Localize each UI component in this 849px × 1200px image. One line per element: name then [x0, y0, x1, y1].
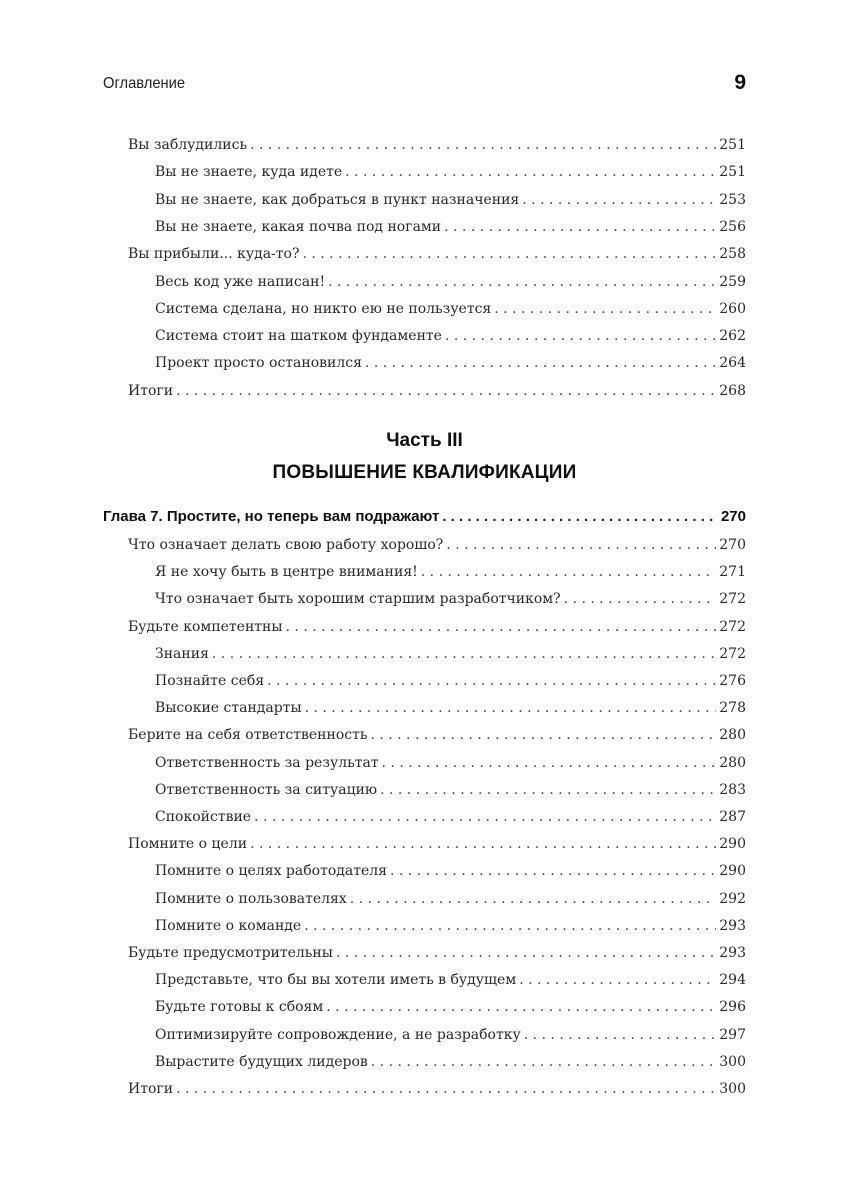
toc-entry-title: Я не хочу быть в центре внимания!: [155, 564, 418, 581]
running-head-title: Оглавление: [103, 75, 186, 92]
toc-entry[interactable]: [155, 915, 746, 937]
toc-entry-title: Познайте себя: [155, 673, 265, 689]
toc-entry-title: Помните о цели: [128, 836, 248, 853]
toc-entry-page: 276: [719, 673, 746, 689]
dot-leader: [305, 697, 717, 719]
toc-entry-title: Вы не знаете, как добраться в пункт назначения: [155, 191, 520, 208]
toc-entry[interactable]: [128, 380, 746, 402]
dot-leader: [522, 189, 716, 211]
toc-entry[interactable]: [155, 888, 746, 910]
dot-leader: [390, 860, 716, 882]
toc-entry[interactable]: [155, 969, 746, 991]
toc-entry[interactable]: [128, 134, 746, 156]
toc-entry-title: Система сделана, но никто ею не пользуется: [155, 300, 492, 317]
toc-entry-title: Итоги: [128, 382, 174, 399]
toc-entry-title: Что означает быть хорошим старшим разработчиком?: [155, 591, 561, 608]
toc-entry-page: 272: [719, 591, 746, 608]
toc-entry-title: Оптимизируйте сопровождение, а не разработку: [155, 1026, 521, 1043]
toc-entry-page: 251: [719, 137, 746, 153]
page-number: 9: [734, 71, 746, 94]
dot-leader: [370, 724, 716, 746]
toc-entry-page: 272: [719, 645, 746, 662]
dot-leader: [176, 380, 716, 402]
toc-entry-page: 290: [719, 836, 746, 853]
toc-entry[interactable]: [155, 561, 746, 583]
toc-entry-title: Вы заблудились: [128, 137, 248, 153]
toc-entry-page: 293: [719, 945, 746, 961]
toc-entry-page: 253: [719, 191, 746, 208]
toc-entry[interactable]: [155, 271, 746, 293]
toc-entry-page: 297: [719, 1026, 746, 1043]
dot-leader: [442, 506, 714, 528]
dot-leader: [365, 352, 716, 374]
toc-entry-title: Будьте готовы к сбоям: [155, 999, 324, 1016]
dot-leader: [336, 942, 716, 964]
toc-entry[interactable]: [155, 860, 746, 882]
dot-leader: [519, 969, 716, 991]
toc-entry-title: Весь код уже написан!: [155, 273, 326, 290]
toc-entry[interactable]: [128, 243, 746, 265]
toc-entry-title: Система стоит на шатком фундаменте: [155, 328, 442, 345]
toc-entry[interactable]: [155, 216, 746, 238]
toc-entry[interactable]: [155, 189, 746, 211]
toc-entry[interactable]: [155, 1024, 746, 1046]
dot-leader: [176, 1078, 716, 1100]
toc-entry[interactable]: [155, 1051, 746, 1073]
toc-entry[interactable]: [155, 752, 746, 774]
toc-entry-title: Ответственность за ситуацию: [155, 781, 378, 798]
dot-leader: [371, 1051, 717, 1073]
toc-entry[interactable]: [128, 724, 746, 746]
toc-entry-title: Вы не знаете, куда идете: [155, 164, 343, 181]
toc-entry-page: 256: [719, 218, 746, 235]
toc-entry-title: Ответственность за результат: [155, 754, 379, 771]
part-label: Часть III: [386, 430, 463, 451]
toc-entry-title: Вырастите будущих лидеров: [155, 1053, 368, 1070]
dot-leader: [302, 243, 716, 265]
toc-entry-title: Спокойствие: [155, 809, 252, 825]
toc-entry-title: Помните о целях работодателя: [155, 863, 387, 880]
dot-leader: [328, 271, 716, 293]
toc-entry-page: 271: [719, 564, 746, 581]
toc-entry-title: Что означает делать свою работу хорошо?: [128, 537, 444, 553]
toc-entry-page: 296: [719, 999, 746, 1016]
toc-entry-title: Будьте компетентны: [128, 618, 283, 635]
dot-leader: [304, 915, 716, 937]
dot-leader: [286, 616, 717, 638]
dot-leader: [524, 1024, 717, 1046]
toc-entry-page: 300: [719, 1053, 746, 1070]
toc-entry-title: Итоги: [128, 1081, 174, 1097]
part-title: ПОВЫШЕНИЕ КВАЛИФИКАЦИИ: [272, 462, 577, 483]
toc-entry[interactable]: [155, 352, 746, 374]
toc-entry[interactable]: [155, 996, 746, 1018]
dot-leader: [250, 134, 716, 156]
dot-leader: [212, 643, 716, 665]
dot-leader: [382, 752, 717, 774]
toc-entry[interactable]: [155, 697, 746, 719]
dot-leader: [380, 779, 716, 801]
toc-entry-title: Берите на себя ответственность: [128, 727, 368, 744]
toc-entry-page: 280: [719, 754, 746, 771]
toc-entry-title: Представьте, что бы вы хотели иметь в будущем: [155, 972, 517, 989]
toc-entry-title: Помните о команде: [155, 917, 302, 934]
toc-entry[interactable]: [128, 1078, 746, 1100]
toc-entry-page: 262: [719, 328, 746, 345]
toc-entry-page: 294: [719, 972, 746, 989]
toc-entry[interactable]: [155, 643, 746, 665]
dot-leader: [421, 561, 716, 583]
toc-entry-page: 290: [719, 863, 746, 880]
toc-chapter-page: 270: [720, 508, 746, 525]
toc-entry[interactable]: [128, 616, 746, 638]
toc-entry[interactable]: [128, 833, 746, 855]
toc-entry-page: 251: [719, 164, 746, 181]
toc-entry-title: Помните о пользователях: [155, 890, 347, 907]
toc-entry-page: 287: [719, 809, 746, 825]
toc-entry-title: Будьте предусмотрительны: [128, 945, 333, 961]
toc-chapter-entry[interactable]: [103, 506, 746, 528]
toc-entry-title: Знания: [155, 645, 209, 662]
toc-entry[interactable]: [155, 325, 746, 347]
toc-entry[interactable]: [155, 779, 746, 801]
toc-entry-page: 264: [719, 355, 746, 372]
toc-entry[interactable]: [155, 588, 746, 610]
toc-entry-title: Вы не знаете, какая почва под ногами: [155, 218, 442, 235]
dot-leader: [250, 833, 716, 855]
dot-leader: [446, 534, 716, 556]
toc-entry-title: Высокие стандарты: [155, 700, 302, 717]
dot-leader: [444, 216, 716, 238]
toc-entry-page: 292: [719, 890, 746, 907]
toc-chapter-title: Глава 7. Простите, но теперь вам подражают: [103, 508, 440, 525]
toc-entry[interactable]: [155, 806, 746, 828]
dot-leader: [254, 806, 716, 828]
toc-entry-page: 280: [719, 727, 746, 744]
toc-entry-title: Проект просто остановился: [155, 355, 362, 372]
dot-leader: [345, 161, 716, 183]
toc-entry-title: Вы прибыли... куда-то?: [128, 246, 300, 263]
toc-entry-page: 283: [719, 781, 746, 798]
toc-entry-page: 260: [719, 300, 746, 317]
toc-entry-page: 272: [719, 618, 746, 635]
dot-leader: [350, 888, 716, 910]
dot-leader: [267, 670, 716, 692]
dot-leader: [445, 325, 716, 347]
dot-leader: [564, 588, 717, 610]
dot-leader: [326, 996, 716, 1018]
toc-entry-page: 300: [719, 1081, 746, 1097]
dot-leader: [494, 298, 716, 320]
toc-entry[interactable]: [155, 298, 746, 320]
toc-entry[interactable]: [155, 161, 746, 183]
toc-entry[interactable]: [155, 670, 746, 692]
toc-entry-page: 259: [719, 273, 746, 290]
toc-entry-page: 258: [719, 246, 746, 263]
toc-entry-page: 293: [719, 917, 746, 934]
toc-entry-page: 268: [719, 382, 746, 399]
toc-entry-page: 278: [719, 700, 746, 717]
toc-entry[interactable]: [128, 942, 746, 964]
toc-entry[interactable]: [128, 534, 746, 556]
toc-entry-page: 270: [719, 537, 746, 553]
